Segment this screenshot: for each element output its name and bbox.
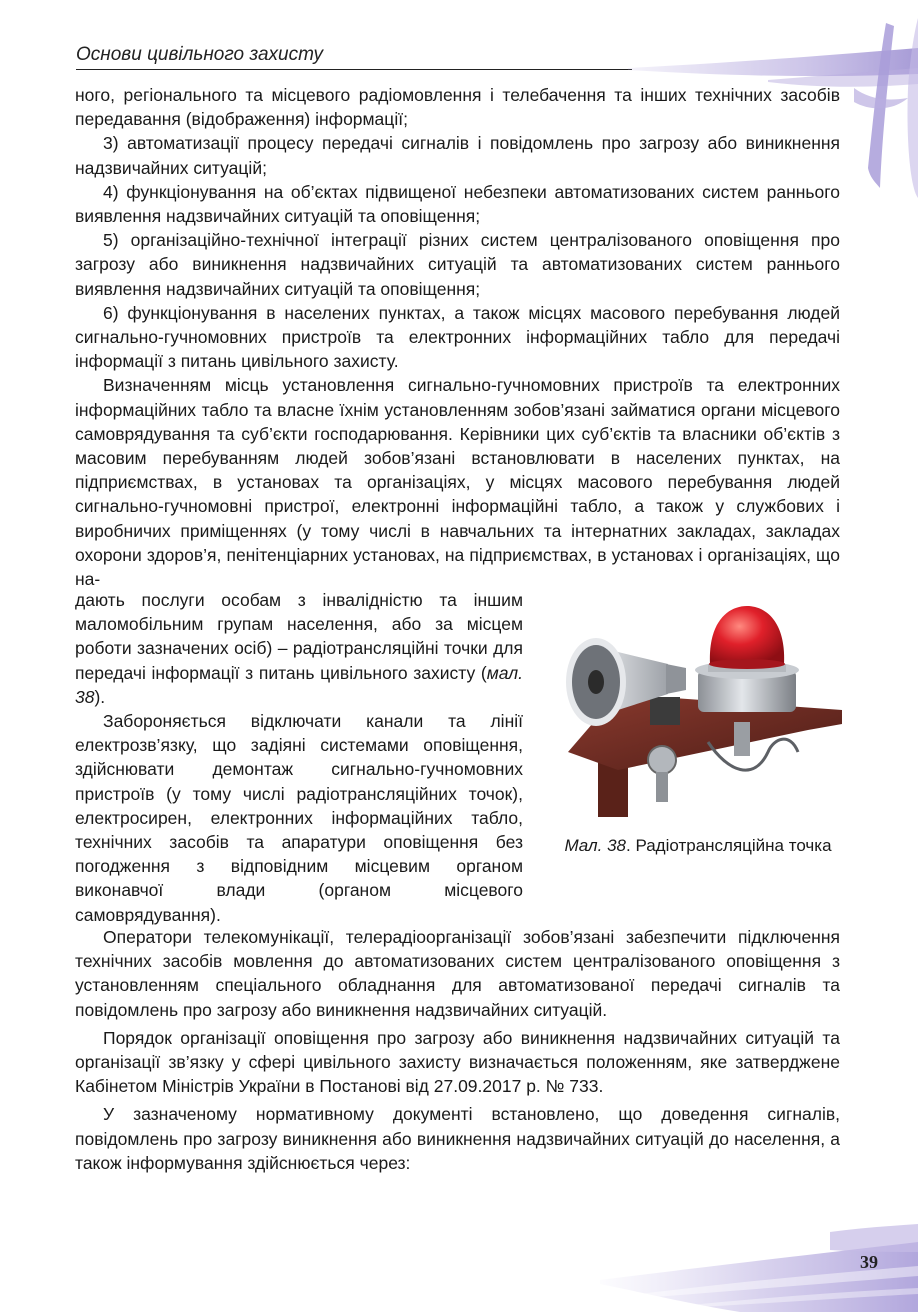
paragraph: Порядок організації оповіщення про загрозу або виникнення надзвичайних ситуацій та організації зв’язку у сфері цивільного захисту визначається положенням, яке затверджене Кабінетом Міністрів України в Постанові від 27.09.2017 р. № 733. <box>75 1027 840 1097</box>
figure-caption <box>552 834 844 857</box>
paragraph: Оператори телекомунікації, телерадіоорганізації зобов’язані забезпечити підключення технічних засобів мовлення до автоматизованих систем централізованого оповіщення з установленням спеціального обладнання для автоматизованої передачі сигналів та повідомлень про загрозу або виникнення надзвичайних ситуацій. <box>75 927 840 1020</box>
body-text-narrow <box>75 588 523 927</box>
paragraph-text: дають послуги особам з інвалідністю та іншим маломобільним групам населення, або за місцем роботи зазначених осіб) – радіотрансляційні точки для передачі інформації з питань цивільного захисту ( <box>75 590 523 683</box>
paragraph: Визначенням місць установлення сигнально-гучномовних пристроїв та електронних інформаційних табло та власне їхнім установленням зобов’язані займатися органи місцевого самоврядування та суб’єкти господарювання. Керівники цих суб’єктів та власники об’єктів з масовим перебуванням людей зобов’язані встановлювати в населених пунктах, на підприємствах, в установах та організаціях, у місцях масового перебування людей сигнально-гучномовні пристрої, електронні інформаційні табло, а також у службових і виробничих приміщеннях (у тому числі в навчальних та інтернатних закладах, закладах охорони здоров’я, пенітенціарних установах, на підприємствах, в установах і організаціях, що на- <box>75 375 840 590</box>
radio-broadcast-point-illustration <box>558 602 842 817</box>
paragraph: 5) організаційно-технічної інтеграції різних систем централізованого оповіщення про загрозу або виникнення надзвичайних ситуацій та автоматизованих систем раннього виявлення надзвичайних ситуацій та оповіщення; <box>75 230 840 299</box>
paragraph: У зазначеному нормативному документі встановлено, що доведення сигналів, повідомлень про загрозу виникнення або виникнення надзвичайних ситуацій до населення, а також інформування здійснюється через: <box>75 1104 840 1173</box>
paragraph: Забороняється відключати канали та лінії електрозв’язку, що задіяні системами оповіщення, здійснювати демонтаж сигнально-гучномовних пристроїв (у тому числі радіотрансляційних точок), електросирен, електронних інформаційних табло, технічних засобів та апаратури оповіщення без погодження з відповідним місцевим органом виконавчої влади (органом місцевого самоврядування). <box>75 711 523 925</box>
running-header: Основи цивільного захисту <box>76 44 324 65</box>
body-text-bottom <box>75 925 840 1179</box>
header-rule <box>76 69 632 70</box>
paragraph <box>75 588 523 709</box>
paragraph: 4) функціонування на об’єктах підвищеної небезпеки автоматизованих систем раннього виявлення надзвичайних ситуацій та оповіщення; <box>75 181 840 227</box>
paragraph: ного, регіонального та місцевого радіомовлення і телебачення та інших технічних засобів передавання (відображення) інформації; <box>75 85 840 130</box>
paragraph: 6) функціонування в населених пунктах, а також місцях масового перебування людей сигнально-гучномовних пристроїв та електронних інформаційних табло для передачі інформації з питань цивільного захисту. <box>75 302 840 372</box>
body-text-top <box>75 83 840 591</box>
paragraph-end: ). <box>94 686 106 707</box>
figure-reference: мал. 38 <box>75 662 523 707</box>
caption-text: . Радіотрансляційна точка <box>626 836 832 855</box>
paragraph: 3) автоматизації процесу передачі сигналів і повідомлень про загрозу або виникнення надзвичайних ситуацій; <box>75 133 840 178</box>
caption-figure-number: Мал. 38 <box>564 836 626 855</box>
page-number: 39 <box>860 1252 878 1272</box>
